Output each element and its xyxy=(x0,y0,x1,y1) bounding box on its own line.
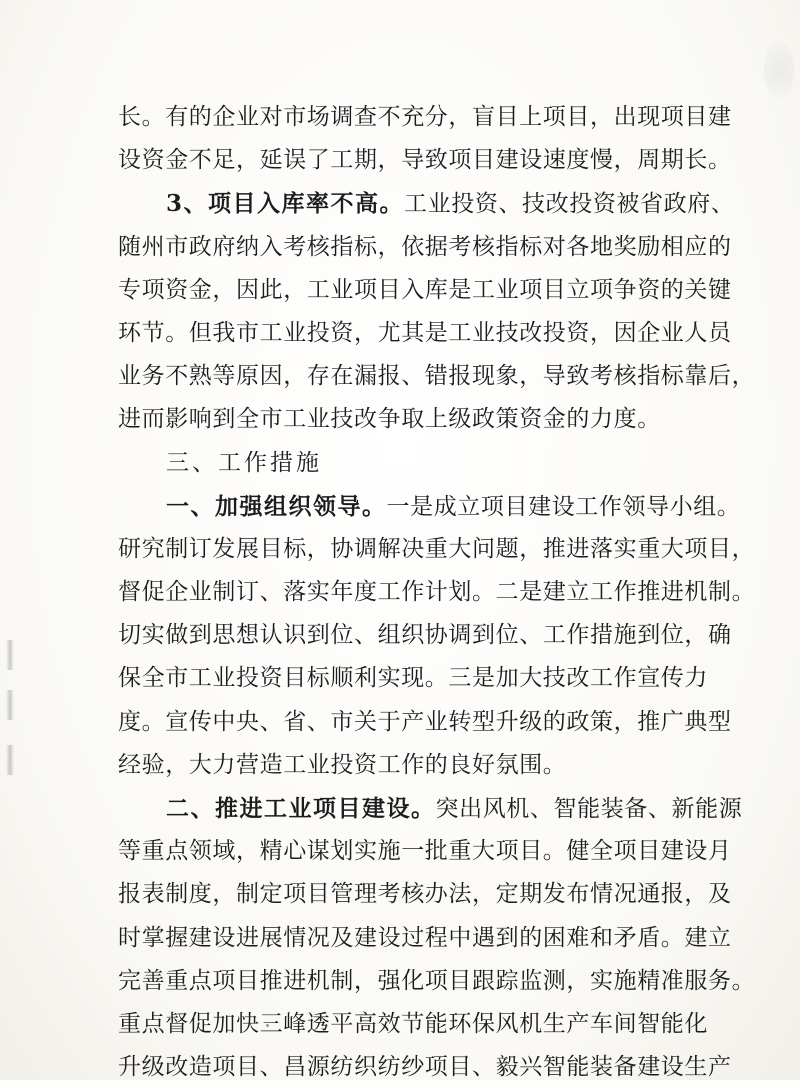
text-line: 研究制订发展目标，协调解决重大问题，推进落实重大项目， xyxy=(118,535,756,562)
sub2-heading: 二、推进工业项目建设。 xyxy=(166,795,436,822)
text-line: 时掌握建设进展情况及建设过程中遇到的困难和矛盾。建立 xyxy=(118,924,732,951)
item3-heading: 3、项目入库率不高。 xyxy=(166,190,405,218)
scan-edge-mark xyxy=(6,640,14,670)
text-line: 环节。但我市工业投资，尤其是工业技改投资，因企业人员 xyxy=(118,319,732,346)
body-text xyxy=(118,96,756,1089)
text-line: 重点督促加快三峰透平高效节能环保风机生产车间智能化 xyxy=(118,1010,708,1037)
text-line: 业务不熟等原因，存在漏报、错报现象，导致考核指标靠后， xyxy=(118,363,756,390)
text-line: 督促企业制订、落实年度工作计划。二是建立工作推进机制。 xyxy=(118,579,756,606)
text-line: 专项资金，因此，工业项目入库是工业项目立项争资的关键 xyxy=(118,276,732,303)
text-line: 经验，大力营造工业投资工作的良好氛围。 xyxy=(118,751,567,778)
text-line: 进而影响到全市工业技改争取上级政策资金的力度。 xyxy=(118,406,661,433)
text-line: 工业投资、技改投资被省政府、 xyxy=(404,191,735,218)
text-line: 等重点领域，精心谋划实施一批重大项目。健全项目建设月 xyxy=(118,838,732,865)
text-line: 一是成立项目建设工作领导小组。 xyxy=(386,493,741,520)
paragraph-sub2 xyxy=(118,787,743,830)
text-line: 设资金不足，延误了工期，导致项目建设速度慢，周期长。 xyxy=(118,147,732,174)
text-line: 长。有的企业对市场调查不充分，盲目上项目，出现项目建 xyxy=(118,104,732,130)
scan-smudge xyxy=(764,40,794,100)
text-line: 随州市政府纳入考核指标，依据考核指标对各地奖励相应的 xyxy=(118,233,732,260)
text-line: 升级改造项目、昌源纺织纺纱项目、毅兴智能装备建设生产 xyxy=(118,1054,732,1081)
scan-edge-mark xyxy=(6,690,14,720)
text-line: 切实做到思想认识到位、组织协调到位、工作措施到位，确 xyxy=(118,622,732,649)
scan-edge-mark xyxy=(6,745,14,775)
text-line: 保全市工业投资目标顺利实现。三是加大技改工作宣传力 xyxy=(118,665,708,692)
sub1-heading: 一、加强组织领导。 xyxy=(166,492,387,520)
text-line: 突出风机、智能装备、新能源 xyxy=(435,796,743,822)
section-title: 三、工作措施 xyxy=(166,449,322,476)
text-line: 完善重点项目推进机制，强化项目跟踪监测，实施精准服务。 xyxy=(118,967,756,994)
text-line: 度。宣传中央、省、市关于产业转型升级的政策，推广典型 xyxy=(118,708,732,735)
paragraph-sub1 xyxy=(118,485,741,528)
text-line: 报表制度，制定项目管理考核办法，定期发布情况通报，及 xyxy=(118,881,732,908)
paragraph-item3 xyxy=(118,182,735,225)
